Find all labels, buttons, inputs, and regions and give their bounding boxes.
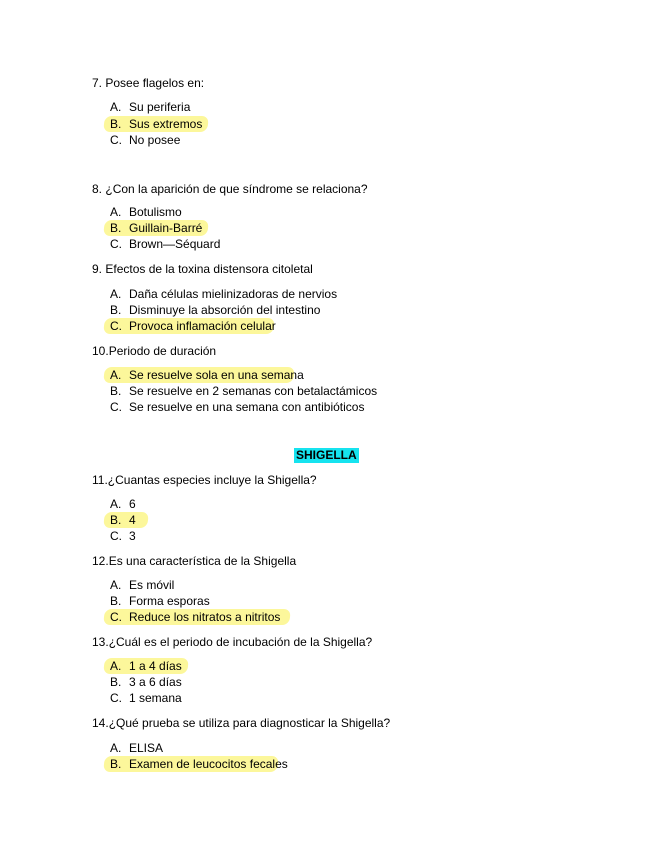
option-text: Botulismo: [129, 205, 182, 219]
option-text: Se resuelve en 2 semanas con betalactámicos: [129, 384, 378, 398]
option-text: Se resuelve en una semana con antibióticos: [129, 400, 365, 414]
option-a: [110, 287, 337, 301]
option-text: Forma esporas: [129, 594, 210, 608]
option-text: 1 a 4 días: [129, 659, 182, 673]
question-number: 7.: [92, 76, 103, 90]
option-c: [110, 400, 364, 414]
section-title: SHIGELLA: [296, 448, 357, 462]
option-c: [110, 319, 276, 333]
option-a: [110, 497, 136, 511]
question-12: [92, 554, 296, 568]
question-text: ¿Qué prueba se utiliza para diagnosticar la Shigella?: [108, 716, 391, 730]
option-c: [110, 529, 136, 543]
option-letter: B.: [110, 384, 122, 398]
option-text: Examen de leucocitos fecales: [129, 757, 288, 771]
question-14: [92, 716, 390, 730]
option-b: [110, 384, 377, 398]
option-letter: B.: [110, 513, 122, 527]
question-text: ¿Cuantas especies incluye la Shigella?: [107, 473, 317, 487]
question-9: [92, 262, 313, 276]
question-13: [92, 635, 372, 649]
option-b: [110, 303, 320, 317]
option-text: Su periferia: [129, 100, 191, 114]
question-text: Periodo de duración: [108, 344, 217, 358]
option-text: 4: [129, 513, 136, 527]
option-b: [110, 117, 202, 131]
option-letter: A.: [110, 100, 122, 114]
option-text: ELISA: [129, 741, 164, 755]
option-letter: C.: [110, 133, 122, 147]
option-b: [110, 757, 288, 771]
option-letter: A.: [110, 497, 122, 511]
option-text: Guillain-Barré: [129, 221, 203, 235]
option-letter: A.: [110, 368, 122, 382]
option-a: [110, 741, 163, 755]
option-b: [110, 675, 182, 689]
option-letter: B.: [110, 757, 122, 771]
question-number: 11.: [92, 473, 108, 487]
option-text: Disminuye la absorción del intestino: [129, 303, 321, 317]
question-11: [92, 473, 317, 487]
option-letter: C.: [110, 529, 122, 543]
option-text: 3: [129, 529, 136, 543]
option-letter: A.: [110, 741, 122, 755]
question-number: 10.: [92, 344, 109, 358]
question-text: Es una característica de la Shigella: [108, 554, 297, 568]
option-letter: B.: [110, 117, 122, 131]
question-number: 14.: [92, 716, 109, 730]
option-letter: B.: [110, 303, 122, 317]
option-a: [110, 100, 190, 114]
question-text: ¿Cuál es el periodo de incubación de la Shigella?: [108, 635, 373, 649]
option-letter: C.: [110, 319, 122, 333]
option-text: 1 semana: [129, 691, 182, 705]
option-a: [110, 578, 174, 592]
question-text: ¿Con la aparición de que síndrome se relaciona?: [105, 182, 368, 196]
question-8: [92, 182, 368, 196]
option-text: Es móvil: [129, 578, 175, 592]
option-letter: C.: [110, 691, 122, 705]
option-letter: C.: [110, 237, 122, 251]
question-number: 8.: [92, 182, 103, 196]
option-text: No posee: [129, 133, 181, 147]
option-b: [110, 221, 202, 235]
option-c: [110, 691, 182, 705]
option-text: Sus extremos: [129, 117, 203, 131]
option-text: Daña células mielinizadoras de nervios: [129, 287, 338, 301]
question-number: 9.: [92, 262, 103, 276]
option-letter: A.: [110, 205, 122, 219]
option-letter: A.: [110, 287, 122, 301]
option-b: [110, 513, 136, 527]
option-text: 3 a 6 días: [129, 675, 182, 689]
question-10: [92, 344, 216, 358]
option-text: Brown—Séquard: [129, 237, 221, 251]
option-a: [110, 368, 304, 382]
option-text: Reduce los nitratos a nitritos: [129, 610, 281, 624]
option-text: Se resuelve sola en una semana: [129, 368, 304, 382]
option-c: [110, 133, 180, 147]
option-letter: C.: [110, 610, 122, 624]
option-letter: A.: [110, 578, 122, 592]
option-letter: A.: [110, 659, 122, 673]
option-text: 6: [129, 497, 136, 511]
option-a: [110, 659, 182, 673]
option-a: [110, 205, 182, 219]
option-c: [110, 237, 220, 251]
option-text: Provoca inflamación celular: [129, 319, 276, 333]
option-letter: C.: [110, 400, 122, 414]
question-number: 12.: [92, 554, 109, 568]
option-c: [110, 610, 280, 624]
option-letter: B.: [110, 221, 122, 235]
question-7: [92, 76, 204, 90]
option-letter: B.: [110, 594, 122, 608]
question-number: 13.: [92, 635, 109, 649]
option-letter: B.: [110, 675, 122, 689]
option-b: [110, 594, 210, 608]
question-text: Efectos de la toxina distensora citoletal: [105, 262, 313, 276]
question-text: Posee flagelos en:: [105, 76, 205, 90]
